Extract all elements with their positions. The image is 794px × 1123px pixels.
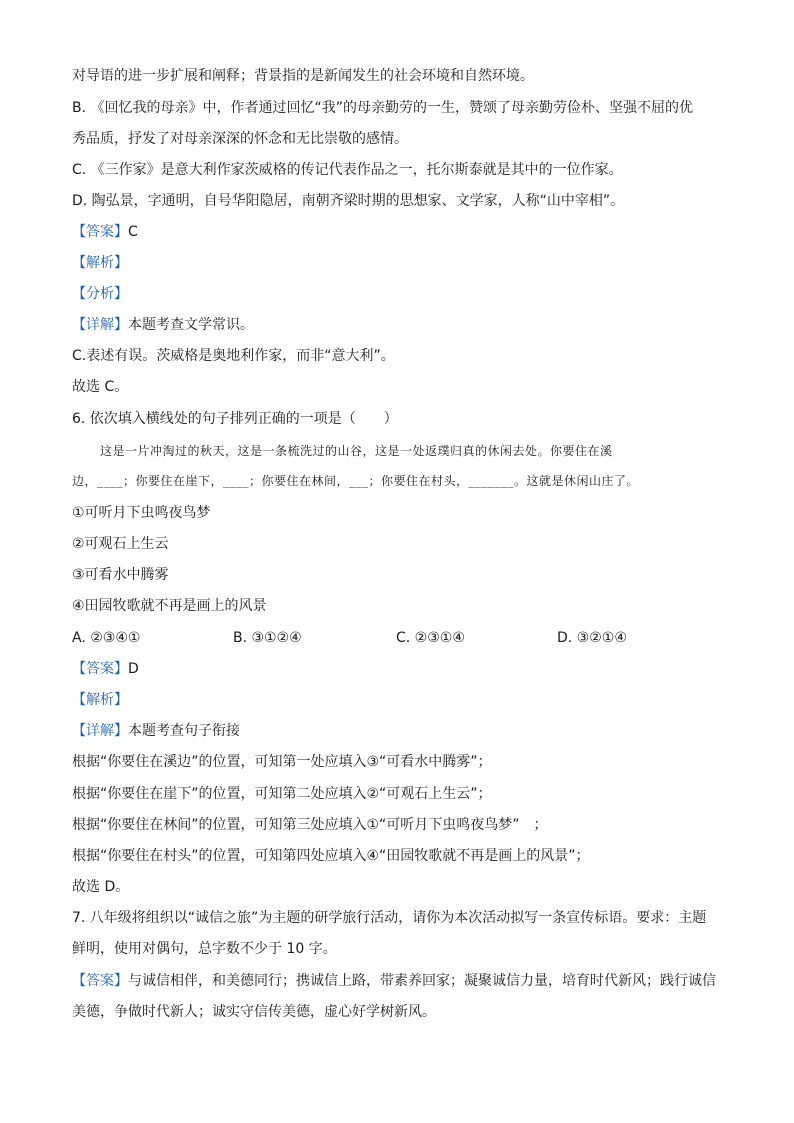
choice-item: ②可观石上生云 [72, 536, 169, 552]
analysis-line [72, 253, 746, 273]
option-c-line: C. 《三作家》是意大利作家茨威格的传记代表作品之一，托尔斯泰就是其中的一位作家。 [72, 162, 623, 178]
detail-label: 【详解】 [72, 317, 128, 333]
answer-value: C [128, 224, 138, 240]
choice-item: ③可看水中腾雾 [72, 567, 169, 583]
answer-line: 美德，争做时代新人；诚实守信传美德，虚心好学树新风。 [72, 1004, 436, 1020]
option-b: B. ③①②④ [233, 630, 302, 646]
text-line: 秀品质，抒发了对母亲深深的怀念和无比崇敬的感情。 [72, 131, 408, 147]
passage-line: 边，____；你要住在崖下，____；你要住在林间，___；你要住在村头，_______。这就是休闲山庄了。 [72, 474, 640, 488]
text-line: C.表述有误。茨威格是奥地利作家，而非“意大利”。 [72, 348, 395, 364]
passage-line: 这是一片冲淘过的秋天，这是一条梳洗过的山谷，这是一处返璞归真的休闲去处。你要住在溪 [100, 444, 613, 458]
conclusion-line: 故选 C。 [72, 379, 129, 395]
detail-line [72, 721, 746, 741]
text-line: 对导语的进一步扩展和阐释；背景指的是新闻发生的社会环境和自然环境。 [72, 68, 534, 84]
choice-item: ①可听月下虫鸣夜鸟梦 [72, 505, 211, 521]
option-b-line: B. 《回忆我的母亲》中，作者通过回忆“我”的母亲勤劳的一生，赞颂了母亲勤劳俭朴、坚强不屈的优 [72, 100, 694, 116]
choice-item: ④田园牧歌就不再是画上的风景 [72, 598, 267, 614]
detail-text: 本题考查文学常识。 [128, 317, 254, 333]
answer-line [72, 971, 746, 991]
detail-text: 本题考查句子衔接 [128, 723, 240, 739]
question-7-stem: 7. 八年级将组织以“诚信之旅”为主题的研学旅行活动，请你为本次活动拟写一条宣传标语。要求：主题 [72, 910, 707, 926]
conclusion-line: 故选 D。 [72, 879, 130, 895]
answer-line [72, 659, 746, 679]
answer-label: 【答案】 [72, 224, 128, 240]
reason-line: 根据“你要住在溪边”的位置，可知第一处应填入③“可看水中腾雾”； [72, 754, 492, 770]
answer-line [72, 222, 746, 242]
answer-value: D [128, 661, 139, 677]
fenxi-label: 【分析】 [72, 286, 128, 302]
question-6-stem: 6. 依次填入横线处的句子排列正确的一项是（ ） [72, 411, 398, 427]
analysis-label: 【解析】 [72, 255, 128, 271]
option-c: C. ②③①④ [396, 630, 465, 646]
reason-line: 根据“你要住在林间”的位置，可知第三处应填入①“可听月下虫鸣夜鸟梦” ； [72, 817, 548, 833]
analysis-line [72, 690, 746, 710]
question-7-stem: 鲜明，使用对偶句，总字数不少于 10 字。 [72, 941, 337, 957]
option-a: A. ②③④① [72, 630, 141, 646]
answer-text: 与诚信相伴，和美德同行；携诚信上路，带素养回家；凝聚诚信力量，培育时代新风；践行诚信 [128, 973, 716, 989]
analysis-label: 【解析】 [72, 692, 128, 708]
detail-line [72, 315, 746, 335]
answer-label: 【答案】 [72, 973, 128, 989]
option-d-line: D. 陶弘景，字通明，自号华阳隐居，南朝齐梁时期的思想家、文学家，人称“山中宰相”。 [72, 193, 625, 209]
option-d: D. ③②①④ [557, 630, 627, 646]
reason-line: 根据“你要住在村头”的位置，可知第四处应填入④“田园牧歌就不再是画上的风景”； [72, 848, 590, 864]
reason-line: 根据“你要住在崖下”的位置，可知第二处应填入②“可观石上生云”； [72, 786, 492, 802]
answer-label: 【答案】 [72, 661, 128, 677]
detail-label: 【详解】 [72, 723, 128, 739]
fenxi-line [72, 284, 746, 304]
